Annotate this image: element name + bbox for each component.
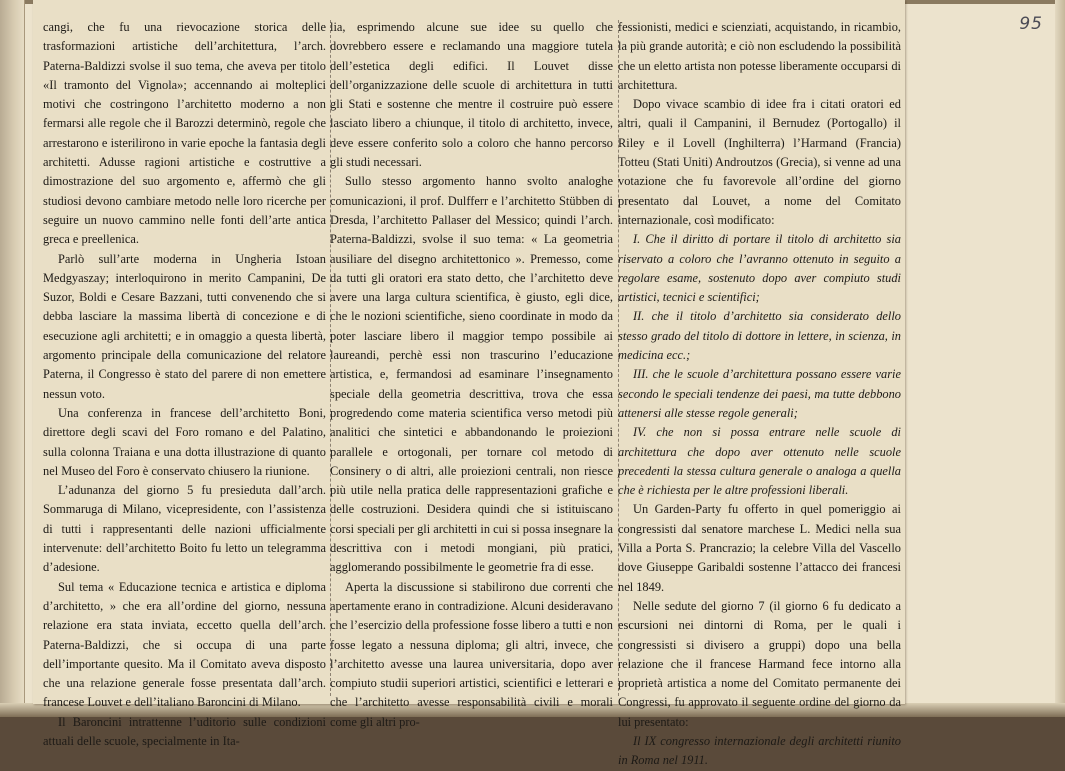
album-binding-edge bbox=[0, 0, 25, 717]
paragraph: Una conferenza in francese dell’architetto Boni, direttore degli scavi del Foro romano e del Palatino, sulla colonna Traiana e una dotta illustrazione di quanto nel Museo del Foro è conservato chiusero la riunione. bbox=[43, 405, 326, 478]
page-number: 95 bbox=[1019, 14, 1043, 34]
paragraph: Sullo stesso argomento hanno svolto analoghe comunicazioni, il prof. Dulfferr e l’architetto Stübben di Dresda, l’architetto Pallaser del Messico; quindi l’arch. Paterna-Baldizzi, svolse il suo tema: « La geometria ausiliare del disegno architettonico ». Premesso, come da tutti gli oratori era stato detto, che l’architetto deve avere una larga cultura scientifica, è giusto, egli dice, che le nozioni scientifiche, sieno coordinate in modo da poter lasciare libero il maggior tempo possibile ai laureandi, perchè essi non trascurino l’educazione artistica, e, fermandosi ad esaminare l’insegnamento speciale della geometria descrittiva, trova che essa progredendo come materia scientifica verso metodi più analitici che sintetici e abbandonando le proiezioni parallele e ortogonali, per tornare col metodo di Consinery o di altri, alle proiezioni centrali, non riesce più utile nella pratica delle rappresentazioni grafiche e delle costruzioni. Desidera quindi che si istituiscano corsi speciali per gli architetti in cui si possa insegnare la descrittiva con i metodi mongiani, più pratici, agglomerando possibilmente le geometrie fra di esse. bbox=[330, 174, 613, 575]
text-column-2 bbox=[330, 18, 613, 729]
paragraph: cangi, che fu una rievocazione storica delle trasformazioni artistiche dell’architettura, l’arch. Paterna-Baldizzi svolse il suo tema, che aveva per titolo «Il tramonto del Vignola»; accennando ai molteplici motivi che costringono l’architetto moderno a non fermarsi alle regole che il Barozzi determinò, regole che arrestarono e isterilirono in varie epoche la fantasia degli architetti. Adusse ragioni artistiche e costruttive a dimostrazione del suo argomento e, affermò che gli studiosi devono cambiare metodo nelle loro ricerche per seguire un nuovo cammino nelle fonti dell’arte antica greca e preellenica. bbox=[43, 20, 326, 247]
paragraph: Il Baroncini intrattenne l’uditorio sulle condizioni attuali delle scuole, specialmente in Ita- bbox=[43, 714, 326, 748]
newspaper-clipping bbox=[33, 0, 905, 768]
text-column-3 bbox=[618, 18, 901, 768]
paragraph: Parlò sull’arte moderna in Ungheria Istoan Medgyaszay; interloquirono in merito Campanini, De Suzor, Boldi e Cesare Bazzani, tutti convenendo che si debba lasciare la massima libertà di concezione e di esecuzione agli architetti; e in omaggio a questa libertà, argomento principale della comunicazione del relatore Paterna, il Congresso è stato del parere di non emettere nessun voto. bbox=[43, 251, 326, 401]
paragraph: Dopo vivace scambio di idee fra i citati oratori ed altri, quali il Campanini, il Bernudez (Portogallo) il Riley e il Lovell (Inghilterra) l’Harmand (Francia) Totteu (Stati Uniti) Androutzos (Grecia), si venne ad una votazione che fu favorevole all’ordine del giorno presentato dal Louvet, a nome del Comitato internazionale, così modificato: bbox=[618, 97, 901, 227]
paragraph: Aperta la discussione si stabilirono due correnti che apertamente erano in contradizione. Alcuni desideravano che l’esercizio della professione fosse libero a tutti e non fosse legato a nessuna diploma; gli altri, invece, che l’architetto avesse una laurea universitaria, dopo aver compiuto studii superiori artistici, scientifici e letterari e che l’architetto avesse responsabilità civili e morali come gli altri pro- bbox=[330, 579, 613, 729]
paragraph: Un Garden-Party fu offerto in quel pomeriggio ai congressisti dal senatore marchese L. Medici nella sua Villa a Porta S. Prancrazio; la celebre Villa del Vascello dove Giuseppe Garibaldi sostenne l’attacco dei francesi nel 1849. bbox=[618, 502, 901, 594]
paragraph: L’adunanza del giorno 5 fu presieduta dall’arch. Sommaruga di Milano, vicepresidente, con l’assistenza di tutti i rappresentanti delle nazioni ufficialmente intervenute: dell’architetto Boito fu letto un telegramma d’adesione. bbox=[43, 483, 326, 575]
paragraph: Il IX congresso internazionale degli architetti riunito in Roma nel 1911. bbox=[618, 733, 901, 768]
paragraph: IV. che non si possa entrare nelle scuole di architettura che dopo aver ottenuto nelle scuole precedenti la stessa cultura generale o analoga a quella che è richiesta per le altre professioni liberali. bbox=[618, 425, 901, 498]
paragraph: Nelle sedute del giorno 7 (il giorno 6 fu dedicato a escursioni nei dintorni di Roma, per le quali i congressisti si divisero a gruppi) dopo una bella relazione che il francese Harmand fece intorno alla proprietà artistica a nome del Comitato permanente dei Congressi, fu approvato il seguente ordine del giorno da lui presentato: bbox=[618, 598, 901, 729]
text-column-1 bbox=[43, 18, 326, 748]
paragraph: III. che le scuole d’architettura possano essere varie secondo le speciali tendenze dei paesi, ma tutte debbono attenersi alle stesse regole generali; bbox=[618, 367, 901, 420]
paragraph: I. Che il diritto di portare il titolo di architetto sia riservato a coloro che l’avranno ottenuto in seguito a regolare esame, sostenuto dopo aver compiuto studi artistici, tecnici e scientifici; bbox=[618, 232, 901, 305]
page-right-edge bbox=[1055, 0, 1065, 717]
paragraph: lia, esprimendo alcune sue idee su quello che dovrebbero essere e reclamando una maggiore tutela dell’estetica degli edifici. Il Louvet disse dell’organizzazione delle scuole di architettura in tutti gli Stati e sostenne che mentre il costruire può essere lasciato libero a chiunque, il titolo di architetto, invece, deve essere conferito solo a coloro che hanno percorso gli studi necessari. bbox=[330, 20, 613, 170]
paragraph: Sul tema « Educazione tecnica e artistica e diploma d’architetto, » che era all’ordine del giorno, nessuna relazione era stata inviata, eccetto quella dell’arch. Paterna-Baldizzi, che si occupa di una parte dell’importante quesito. Ma il Comitato aveva disposto che una relazione generale fosse presentata dall’arch. francese Louvet e dell’italiano Baroncini di Milano. bbox=[43, 579, 326, 710]
paragraph: II. che il titolo d’architetto sia considerato dello stesso grado del titolo di dottore in lettere, in scienza, in medicina ecc.; bbox=[618, 309, 901, 363]
paragraph: fessionisti, medici e scienziati, acquistando, in ricambio, la più grande autorità; e ciò non escludendo la possibilità che un eletto artista non potesse liberamente occuparsi di architettura. bbox=[618, 20, 901, 92]
